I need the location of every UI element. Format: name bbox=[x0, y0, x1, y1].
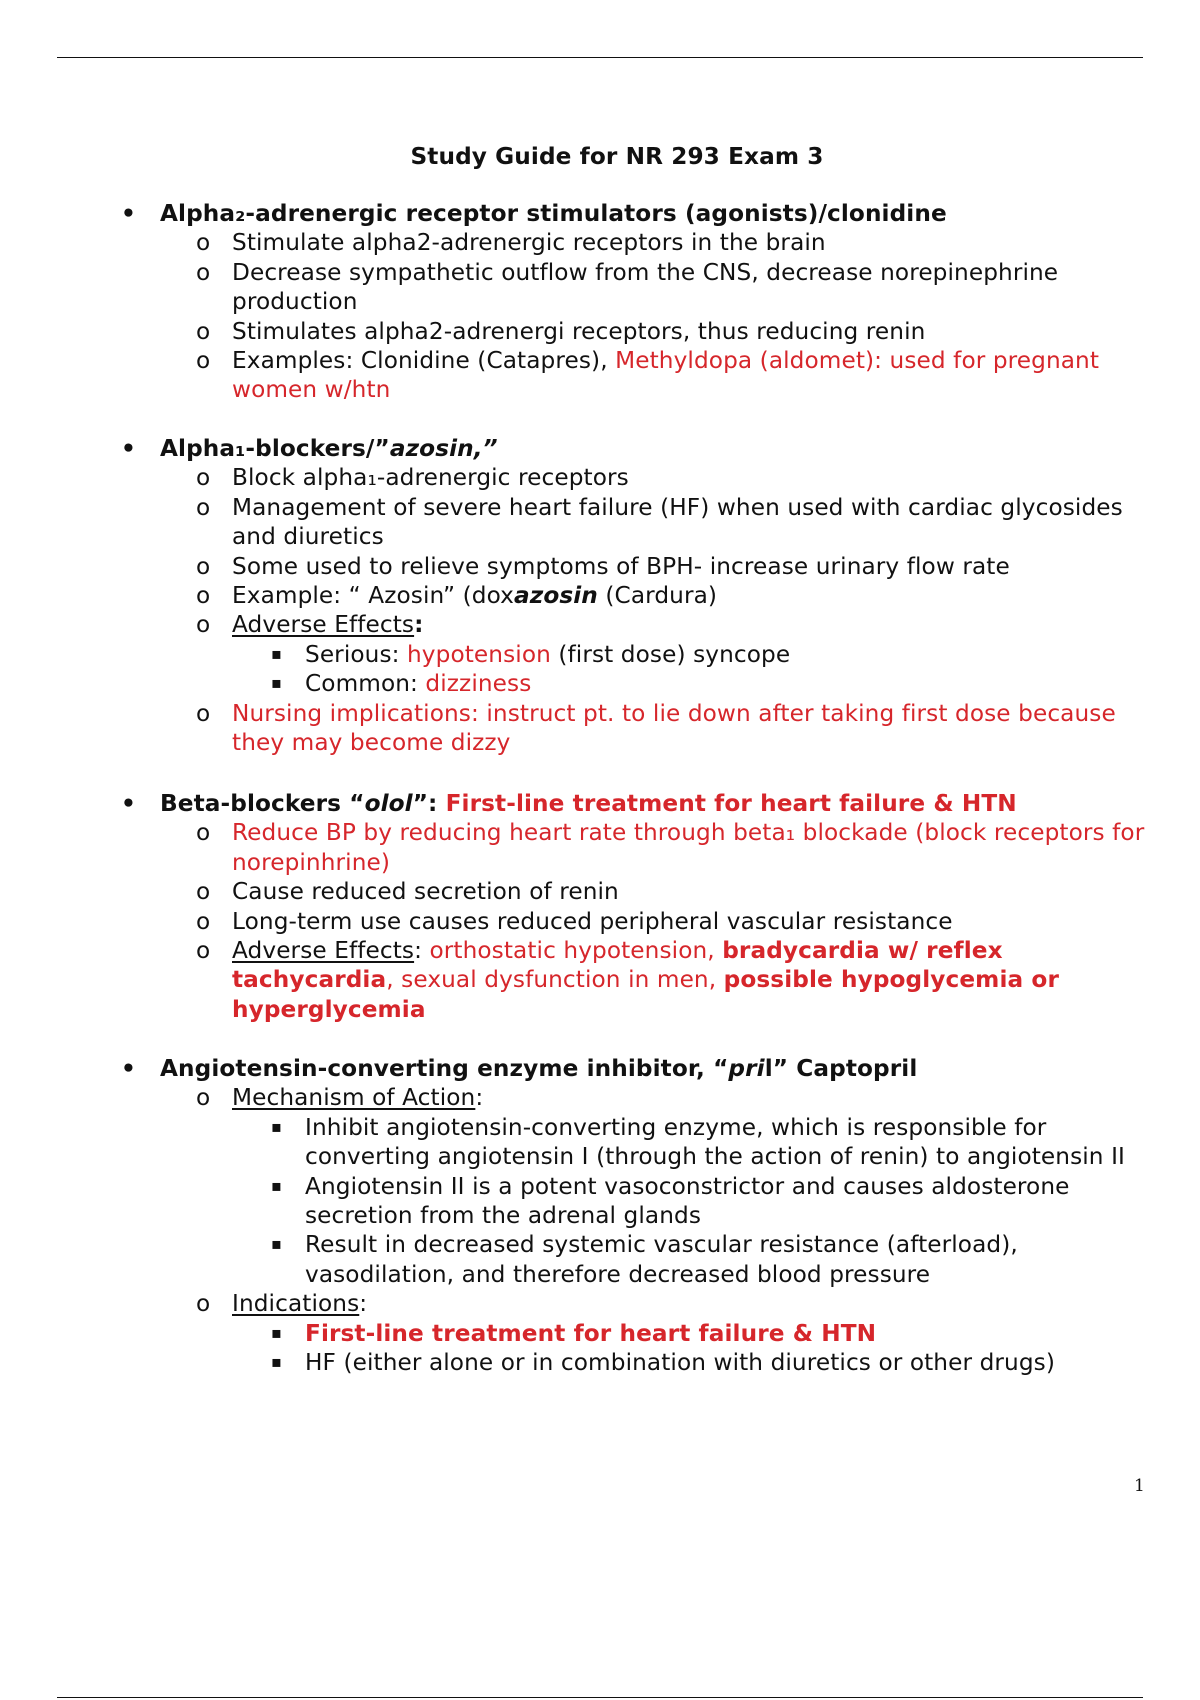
list-item: o Stimulates alpha2-adrenergi receptors, thus reducing renin bbox=[196, 317, 926, 345]
sub-list-item: ▪ Inhibit angiotensin-converting enzyme, which is responsible for converting angiotensin I (through the action of renin) to angiotensin II bbox=[271, 1113, 1125, 1171]
section-heading: • Alpha₁-blockers/”azosin,” bbox=[121, 435, 498, 462]
sub-list-item: ▪ Result in decreased systemic vascular resistance (afterload), vasodilation, and therefore decreased blood pressure bbox=[271, 1231, 1018, 1288]
list-item: o Long-term use causes reduced peripheral vascular resistance bbox=[196, 907, 953, 935]
square-marker: ▪ bbox=[271, 643, 282, 663]
circle-marker: o bbox=[196, 1084, 211, 1112]
list-item: o Management of severe heart failure (HF) when used with cardiac glycosides and diuretics bbox=[196, 493, 1123, 551]
circle-marker: o bbox=[196, 464, 211, 492]
list-item: o Reduce BP by reducing heart rate through beta₁ blockade (block receptors for norepinhrine) bbox=[196, 819, 1145, 876]
circle-marker: o bbox=[196, 907, 211, 935]
circle-marker: o bbox=[196, 347, 211, 375]
page-number: 1 bbox=[1134, 1476, 1145, 1496]
section-heading: • Angiotensin-converting enzyme inhibitor, “pril” Captopril bbox=[121, 1055, 918, 1082]
square-marker: ▪ bbox=[271, 1175, 282, 1195]
list-item: o Indications: bbox=[196, 1290, 368, 1318]
section-heading: • Alpha₂-adrenergic receptor stimulators (agonists)/clonidine bbox=[121, 200, 947, 227]
list-item: o Adverse Effects: orthostatic hypotension, bradycardia w/ reflex tachycardia, sexual dysfunction in men, possible hypoglycemia or hyperglycemia bbox=[196, 937, 1059, 1023]
circle-marker: o bbox=[196, 819, 211, 847]
highlight-text: Methyldopa (aldomet): used for pregnant women w/htn bbox=[232, 347, 1100, 404]
list-item: o Stimulate alpha2-adrenergic receptors in the brain bbox=[196, 229, 826, 257]
bullet-marker: • bbox=[121, 200, 136, 227]
section-heading: • Beta-blockers “olol”: First-line treatment for heart failure & HTN bbox=[121, 790, 1017, 817]
circle-marker: o bbox=[196, 582, 211, 610]
sub-list-item: ▪ Serious: hypotension (first dose) syncope bbox=[271, 640, 791, 668]
circle-marker: o bbox=[196, 258, 211, 286]
top-rule bbox=[57, 57, 1143, 58]
square-marker: ▪ bbox=[271, 1322, 282, 1342]
sub-list-item: ▪ Angiotensin II is a potent vasoconstrictor and causes aldosterone secretion from the adrenal glands bbox=[271, 1172, 1070, 1230]
bullet-marker: • bbox=[121, 435, 136, 462]
bullet-marker: • bbox=[121, 790, 136, 817]
square-marker: ▪ bbox=[271, 1234, 282, 1254]
sub-list-item: ▪ Common: dizziness bbox=[271, 670, 532, 698]
list-item: o Example: “ Azosin” (doxazosin (Cardura) bbox=[196, 582, 718, 610]
circle-marker: o bbox=[196, 552, 211, 580]
sub-list-item: ▪ First-line treatment for heart failure & HTN bbox=[271, 1319, 877, 1347]
sub-list-item: ▪ HF (either alone or in combination with diuretics or other drugs) bbox=[271, 1349, 1055, 1377]
list-item: o Adverse Effects: bbox=[196, 611, 424, 639]
circle-marker: o bbox=[196, 317, 211, 345]
square-marker: ▪ bbox=[271, 673, 282, 693]
circle-marker: o bbox=[196, 229, 211, 257]
circle-marker: o bbox=[196, 699, 211, 727]
section-ace-inhibitors bbox=[0, 1054, 1200, 1377]
circle-marker: o bbox=[196, 611, 211, 639]
bullet-marker: • bbox=[121, 1055, 136, 1082]
list-item: o Cause reduced secretion of renin bbox=[196, 878, 619, 906]
list-item: o Examples: Clonidine (Catapres), Methyldopa (aldomet): used for pregnant women w/htn bbox=[196, 347, 1100, 404]
page-title: Study Guide for NR 293 Exam 3 bbox=[410, 143, 824, 170]
bottom-rule bbox=[57, 1697, 1143, 1698]
circle-marker: o bbox=[196, 493, 211, 521]
list-item: o Block alpha₁-adrenergic receptors bbox=[196, 464, 629, 492]
section-beta-blockers bbox=[0, 789, 1200, 1024]
section-alpha2-agonists bbox=[0, 199, 1200, 405]
list-item: o Nursing implications: instruct pt. to lie down after taking first dose because they may become dizzy bbox=[196, 699, 1116, 757]
circle-marker: o bbox=[196, 937, 211, 965]
circle-marker: o bbox=[196, 1290, 211, 1318]
list-item: o Mechanism of Action: bbox=[196, 1084, 484, 1112]
list-item: o Some used to relieve symptoms of BPH- increase urinary flow rate bbox=[196, 552, 1010, 580]
square-marker: ▪ bbox=[271, 1116, 282, 1136]
circle-marker: o bbox=[196, 878, 211, 906]
list-item: o Decrease sympathetic outflow from the CNS, decrease norepinephrine production bbox=[196, 258, 1059, 316]
section-alpha1-blockers bbox=[0, 434, 1200, 757]
square-marker: ▪ bbox=[271, 1352, 282, 1372]
